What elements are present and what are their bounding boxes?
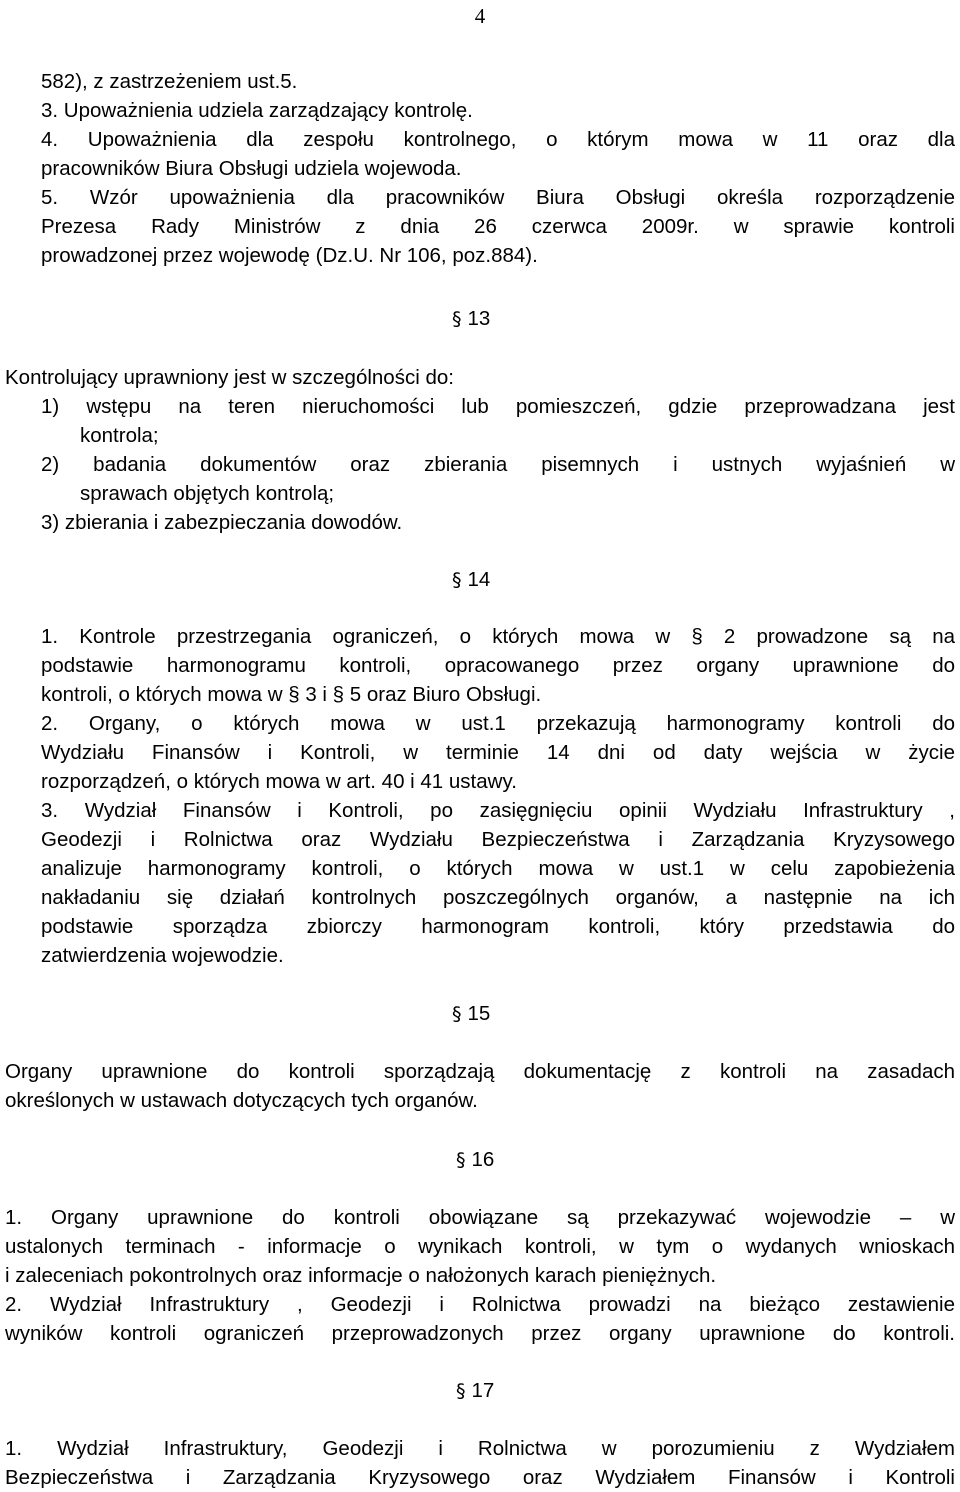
section-number: 17 xyxy=(471,1379,495,1402)
text-line: 2. Wydział Infrastruktury , Geodezji i Rolnictwa prowadzi na bieżąco zestawienie xyxy=(5,1293,955,1316)
text-line: ustalonych terminach - informacje o wynikach kontroli, w tym o wydanych wnioskach xyxy=(5,1235,955,1258)
text-line: 1) wstępu na teren nieruchomości lub pomieszczeń, gdzie przeprowadzana jest xyxy=(41,395,955,418)
text-line: 582), z zastrzeżeniem ust.5. xyxy=(41,70,298,93)
text-line: 4. Upoważnienia dla zespołu kontrolnego, o którym mowa w 11 oraz dla xyxy=(41,128,955,151)
intro-paragraphs xyxy=(5,67,955,270)
text-line: kontrola; xyxy=(80,424,159,447)
section-heading-14 xyxy=(452,565,490,594)
section-heading-16 xyxy=(456,1145,494,1174)
section-heading-17 xyxy=(456,1376,494,1405)
text-line: 2. Organy, o których mowa w ust.1 przekazują harmonogramy kontroli do xyxy=(41,712,955,735)
text-line: nakładaniu się działań kontrolnych poszczególnych organów, a następnie na ich xyxy=(41,886,955,909)
text-line: Wydziału Finansów i Kontroli, w terminie 14 dni od daty wejścia w życie xyxy=(41,741,955,764)
text-line: Geodezji i Rolnictwa oraz Wydziału Bezpieczeństwa i Zarządzania Kryzysowego xyxy=(41,828,955,851)
section-symbol: § xyxy=(452,569,462,591)
section-17-body xyxy=(5,1434,955,1492)
text-line: sprawach objętych kontrolą; xyxy=(80,482,335,505)
text-line: analizuje harmonogramy kontroli, o których mowa w ust.1 w celu zapobieżenia xyxy=(41,857,955,880)
section-13-body xyxy=(5,363,955,537)
section-symbol: § xyxy=(456,1380,466,1402)
text-line: 1. Organy uprawnione do kontroli obowiązane są przekazywać wojewodzie – w xyxy=(5,1206,955,1229)
section-symbol: § xyxy=(452,308,462,330)
section-symbol: § xyxy=(452,1003,462,1025)
section-14-body xyxy=(5,622,955,970)
text-line: Kontrolujący uprawniony jest w szczególności do: xyxy=(5,366,454,389)
page-number: 4 xyxy=(474,4,486,28)
section-number: 16 xyxy=(471,1148,495,1171)
text-line: Bezpieczeństwa i Zarządzania Kryzysowego oraz Wydziałem Finansów i Kontroli xyxy=(5,1466,955,1489)
text-line: 1. Kontrole przestrzegania ograniczeń, o których mowa w § 2 prowadzone są na xyxy=(41,625,955,648)
text-line: 2) badania dokumentów oraz zbierania pisemnych i ustnych wyjaśnień w xyxy=(41,453,955,476)
text-line: pracowników Biura Obsługi udziela wojewoda. xyxy=(41,157,462,180)
section-heading-13 xyxy=(452,304,490,333)
section-16-body xyxy=(5,1203,955,1348)
text-line: wyników kontroli ograniczeń przeprowadzonych przez organy uprawnione do kontroli. xyxy=(5,1322,955,1345)
text-line: Prezesa Rady Ministrów z dnia 26 czerwca 2009r. w sprawie kontroli xyxy=(41,215,955,238)
text-line: 3) zbierania i zabezpieczania dowodów. xyxy=(41,511,403,534)
section-heading-15 xyxy=(452,999,490,1028)
text-line: zatwierdzenia wojewodzie. xyxy=(41,944,284,967)
section-number: 13 xyxy=(467,307,491,330)
text-line: Organy uprawnione do kontroli sporządzają dokumentację z kontroli na zasadach xyxy=(5,1060,955,1083)
section-number: 15 xyxy=(467,1002,491,1025)
text-line: 1. Wydział Infrastruktury, Geodezji i Rolnictwa w porozumieniu z Wydziałem xyxy=(5,1437,955,1460)
section-number: 14 xyxy=(467,568,491,591)
text-line: i zaleceniach pokontrolnych oraz informacje o nałożonych karach pieniężnych. xyxy=(5,1264,717,1287)
text-line: rozporządzeń, o których mowa w art. 40 i 41 ustawy. xyxy=(41,770,517,793)
text-line: kontroli, o których mowa w § 3 i § 5 oraz Biuro Obsługi. xyxy=(41,683,542,706)
text-line: podstawie sporządza zbiorczy harmonogram kontroli, który przedstawia do xyxy=(41,915,955,938)
section-15-body xyxy=(5,1057,955,1115)
section-symbol: § xyxy=(456,1149,466,1171)
text-line: podstawie harmonogramu kontroli, opracowanego przez organy uprawnione do xyxy=(41,654,955,677)
text-line: określonych w ustawach dotyczących tych organów. xyxy=(5,1089,478,1112)
text-line: prowadzonej przez wojewodę (Dz.U. Nr 106, poz.884). xyxy=(41,244,538,267)
text-line: 3. Wydział Finansów i Kontroli, po zasięgnięciu opinii Wydziału Infrastruktury , xyxy=(41,799,955,822)
text-line: 3. Upoważnienia udziela zarządzający kontrolę. xyxy=(41,99,473,122)
text-line: 5. Wzór upoważnienia dla pracowników Biura Obsługi określa rozporządzenie xyxy=(41,186,955,209)
